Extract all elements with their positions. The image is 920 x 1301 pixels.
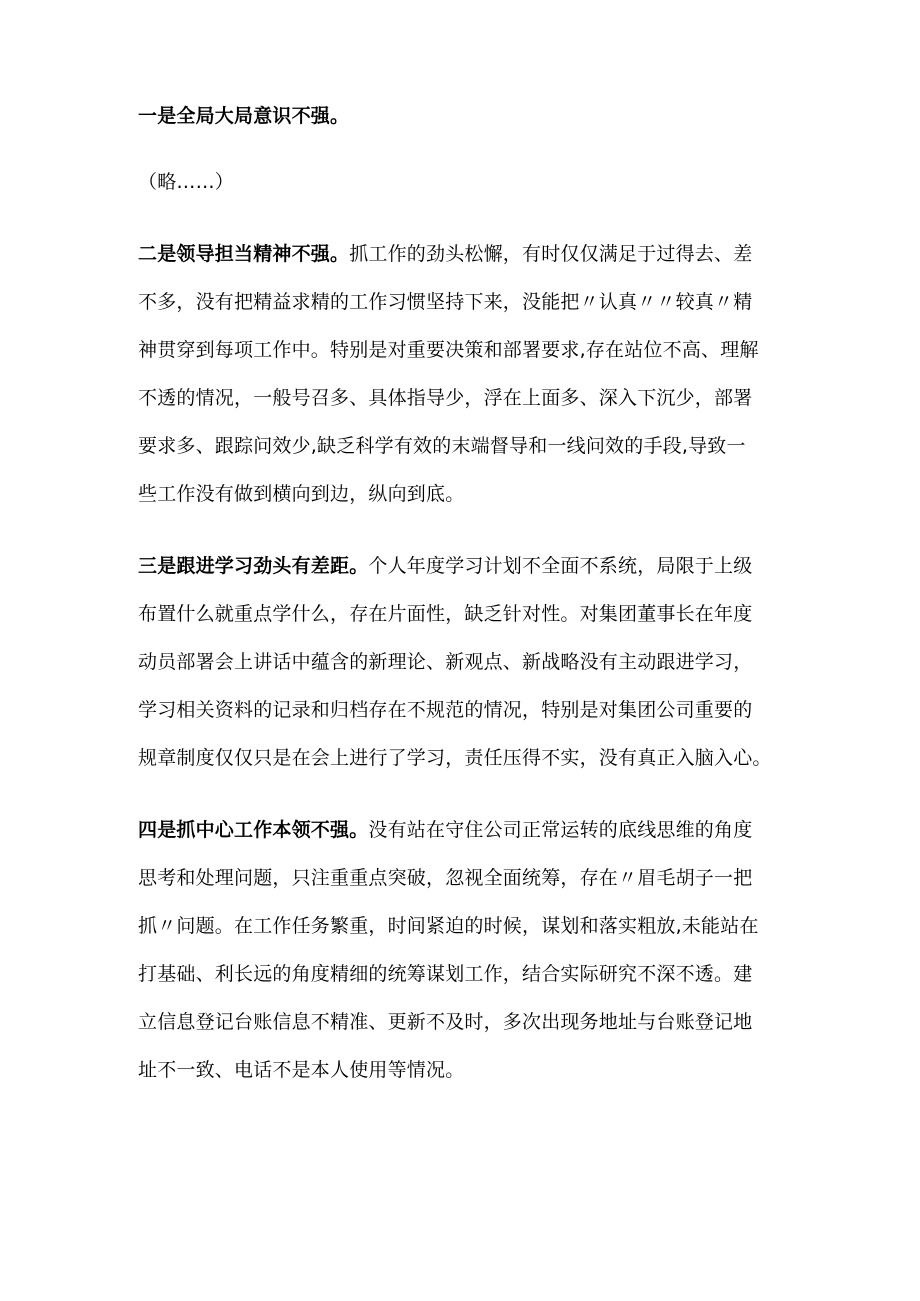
paragraph-lead: 三是跟进学习劲头有差距。 [138, 555, 369, 577]
paragraph-line [138, 818, 752, 842]
paragraph-text: 个人年度学习计划不全面不系统，局限于上级 [368, 555, 753, 577]
paragraph-text: 没有站在守住公司正常运转的底线思维的角度 [368, 819, 753, 841]
paragraph-line: 抓〃问题。在工作任务繁重，时间紧迫的时候，谋划和落实粗放,未能站在 [138, 915, 759, 937]
paragraph-line: 些工作没有做到横向到边，纵向到底。 [138, 483, 465, 505]
paragraph-lead: 二是领导担当精神不强。 [138, 243, 350, 265]
paragraph-line: 学习相关资料的记录和归档存在不规范的情况，特别是对集团公司重要的 [138, 699, 753, 721]
paragraph-line: 布置什么就重点学什么，存在片面性，缺乏针对性。对集团董事长在年度 [138, 603, 753, 625]
paragraph-text: 抓工作的劲头松懈，有时仅仅满足于过得去、差 [349, 243, 753, 265]
paragraph-line: 要求多、跟踪问效少,缺乏科学有效的末端督导和一线问效的手段,导致一 [138, 435, 746, 457]
paragraph-line: 不多，没有把精益求精的工作习惯坚持下来，没能把〃认真〃〃较真〃精 [138, 291, 753, 313]
paragraph-line [138, 242, 752, 266]
paragraph-line: 规章制度仅仅只是在会上进行了学习，责任压得不实，没有真正入脑入心。 [138, 747, 772, 769]
section-heading-1: 一是全局大局意识不强。 [138, 105, 350, 127]
omitted-note: （略……） [138, 171, 235, 193]
paragraph-line: 立信息登记台账信息不精准、更新不及时，多次出现务地址与台账登记地 [138, 1011, 753, 1033]
paragraph-line: 神贯穿到每项工作中。特别是对重要决策和部署要求,存在站位不高、理解 [138, 339, 759, 361]
paragraph-line: 动员部署会上讲话中蕴含的新理论、新观点、新战略没有主动跟进学习， [138, 651, 753, 673]
paragraph-line: 思考和处理问题，只注重重点突破，忽视全面统筹，存在〃眉毛胡子一把 [138, 867, 753, 889]
paragraph-lead: 四是抓中心工作本领不强。 [138, 819, 369, 841]
paragraph-line: 址不一致、电话不是本人使用等情况。 [138, 1059, 465, 1081]
paragraph-line [138, 554, 752, 578]
paragraph-line: 打基础、利长远的角度精细的统筹谋划工作，结合实际研究不深不透。建 [138, 963, 753, 985]
paragraph-line: 不透的情况，一般号召多、具体指导少，浮在上面多、深入下沉少，部署 [138, 387, 753, 409]
